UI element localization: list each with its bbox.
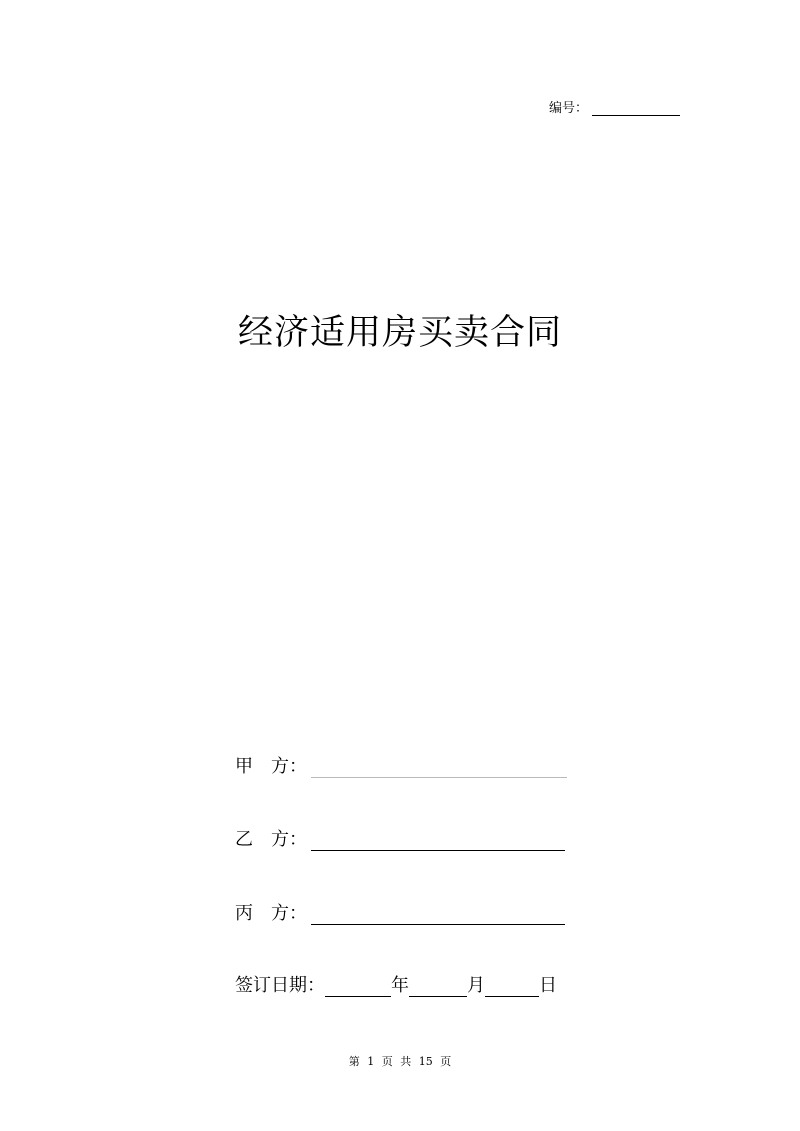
document-title: 经济适用房买卖合同 bbox=[237, 313, 562, 353]
signing-month-unit: 月 bbox=[467, 975, 485, 996]
signing-day-unit: 日 bbox=[539, 975, 557, 996]
signing-year-blank bbox=[325, 976, 391, 997]
signing-day-blank bbox=[485, 976, 539, 997]
party-c-label: 丙 方： bbox=[235, 903, 307, 924]
party-c-row bbox=[235, 899, 565, 925]
party-a-blank bbox=[311, 757, 567, 778]
party-b-label: 乙 方： bbox=[235, 829, 307, 850]
signing-year-unit: 年 bbox=[391, 975, 409, 996]
page-number-footer: 第 1 页 共 15 页 bbox=[348, 1055, 452, 1068]
party-c-blank bbox=[311, 904, 565, 925]
serial-number-blank bbox=[592, 101, 680, 116]
signing-month-blank bbox=[409, 976, 467, 997]
signing-date-label: 签订日期： bbox=[235, 975, 325, 996]
party-a-label: 甲 方： bbox=[235, 756, 307, 777]
party-b-blank bbox=[311, 830, 565, 851]
signing-date-row bbox=[235, 971, 557, 997]
serial-number-label: 编号： bbox=[549, 101, 589, 116]
party-b-row bbox=[235, 825, 565, 851]
serial-number-field bbox=[549, 97, 680, 116]
party-a-row bbox=[235, 752, 567, 778]
